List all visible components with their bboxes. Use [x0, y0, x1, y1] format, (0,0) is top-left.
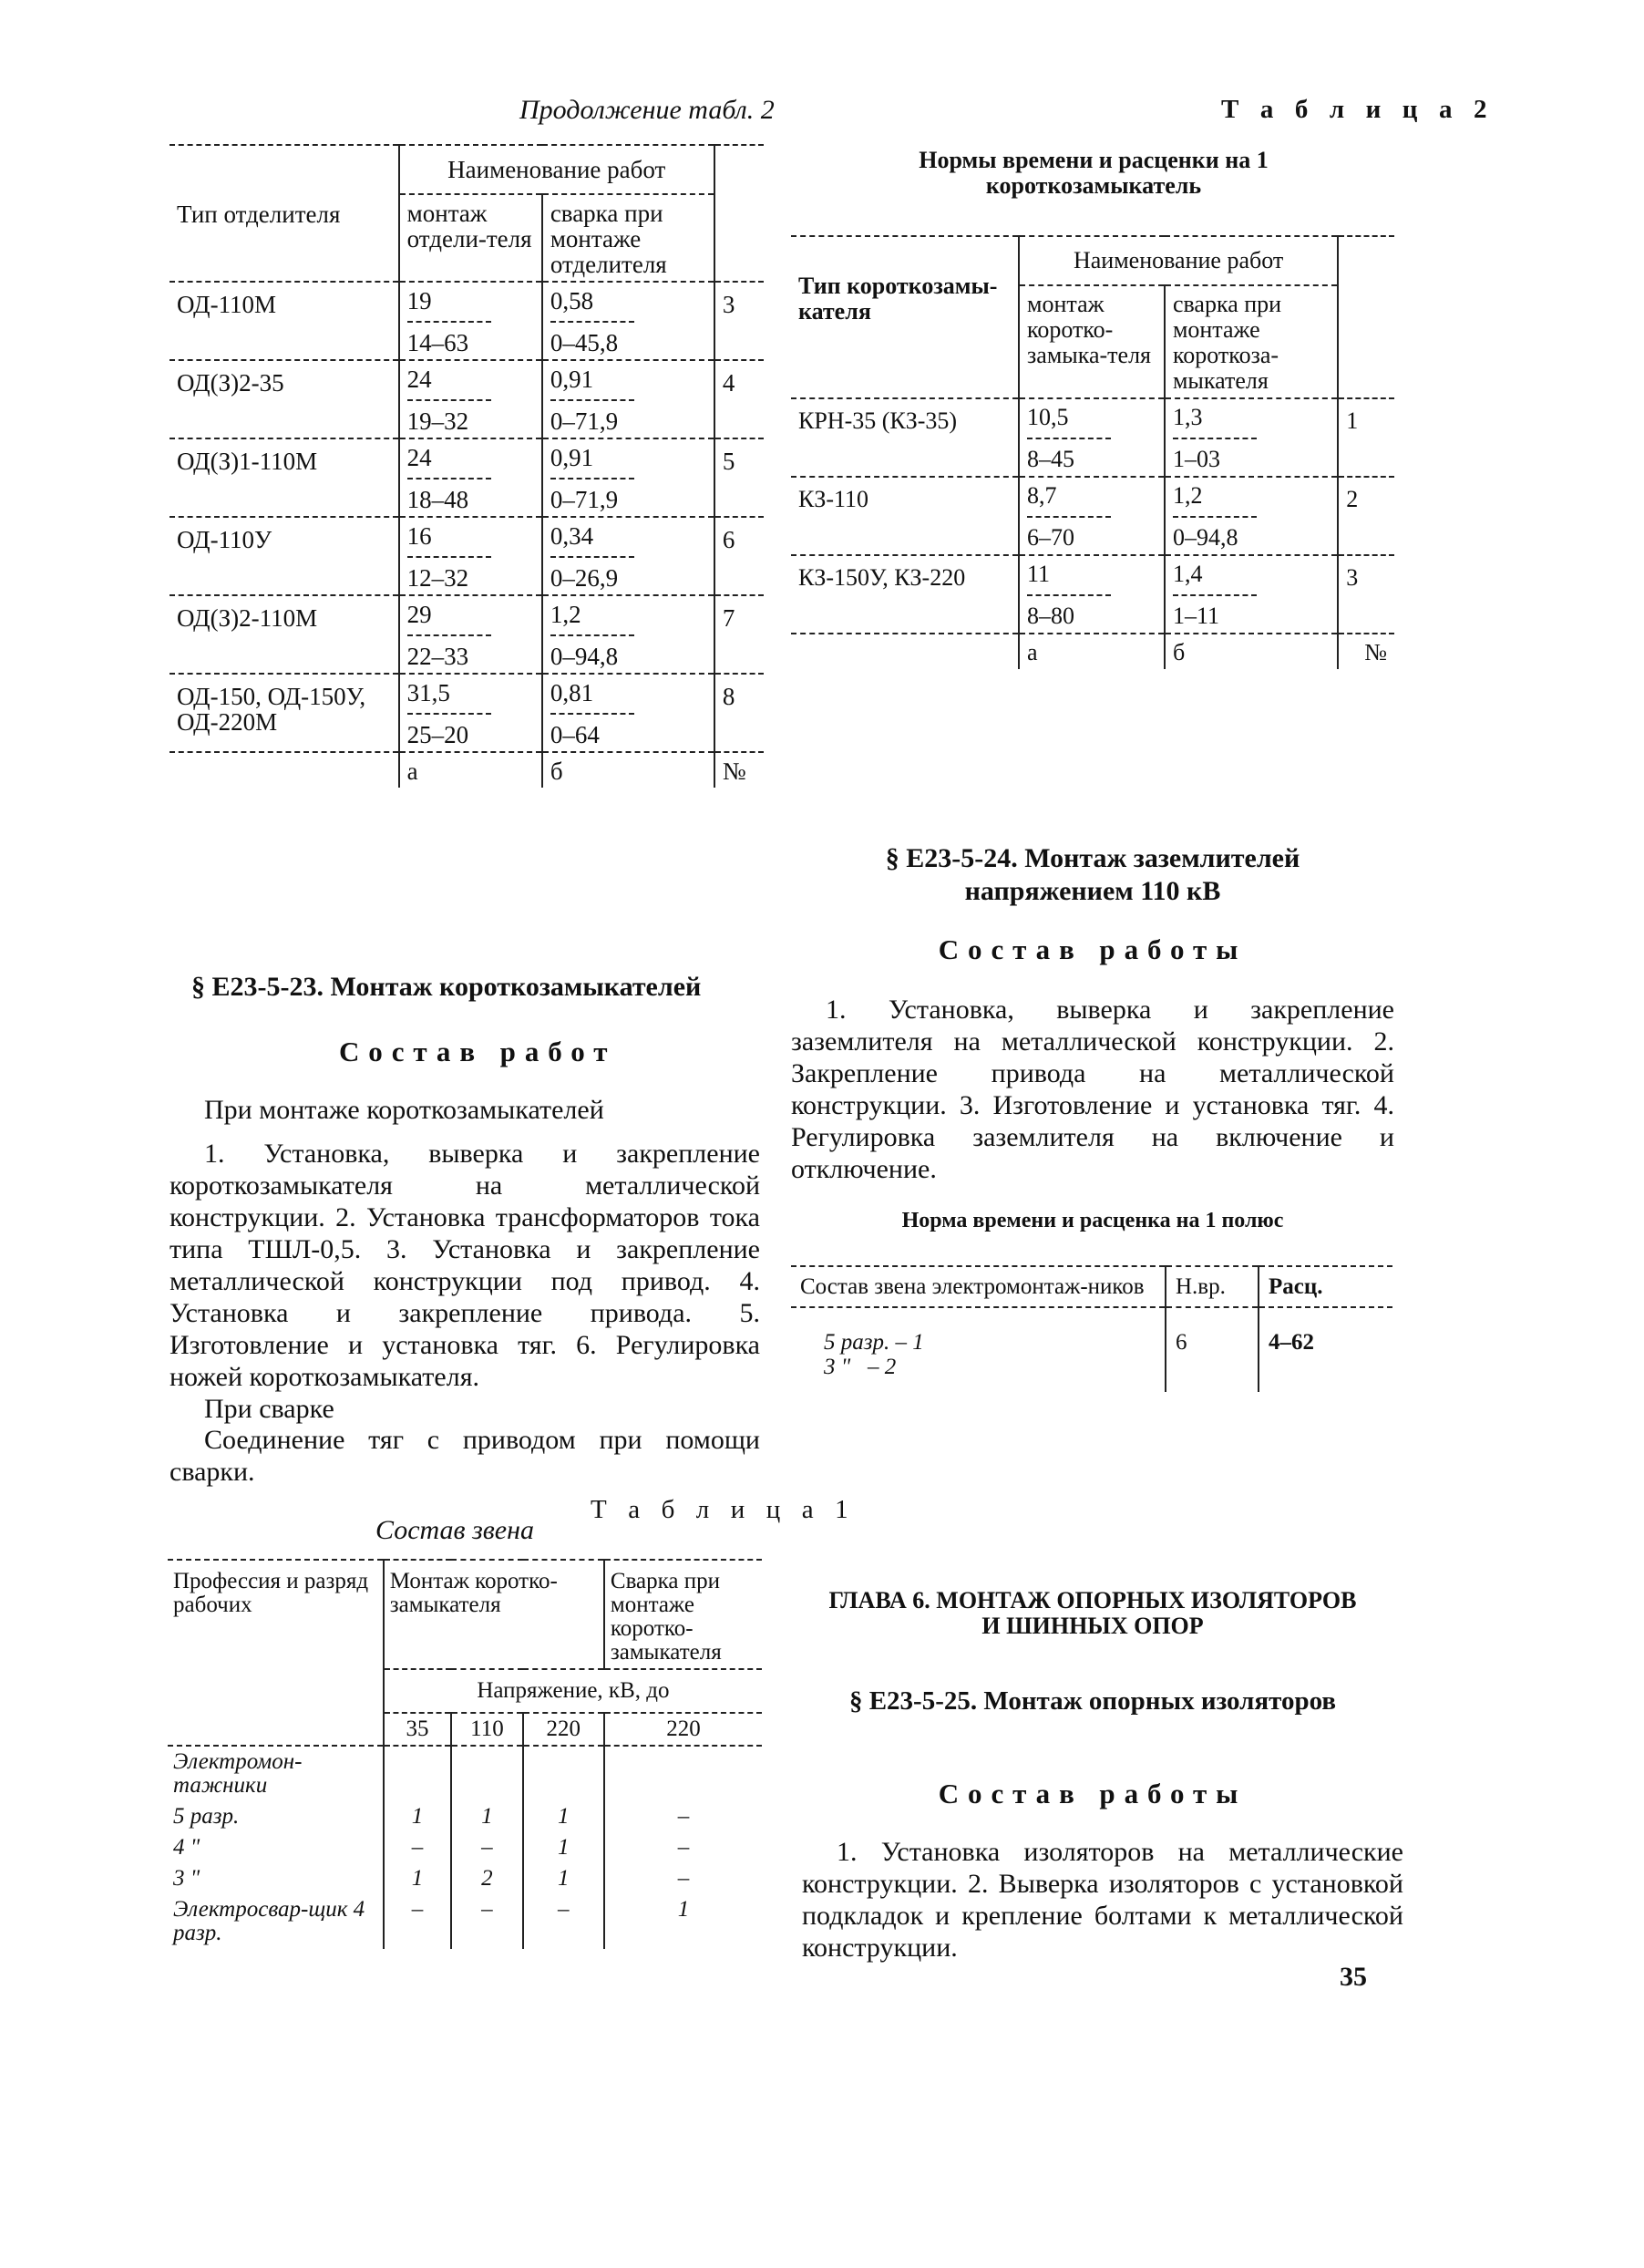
t2-denominator: 8–45 — [1027, 446, 1075, 472]
t2-col-number — [1338, 236, 1394, 398]
section-23-text: 1. Установка, выверка и закрепление короткозамыкателя на металлической конструкции. 2. Установка трансформаторов тока типа ТШЛ-0,5. 3. Установка и закрепление металлической конструкции под привод. 4. Установка и закрепление привода. 5. Изготовление и установка тяг. 6. Регулировка ножей короткозамыкателя. — [170, 1139, 760, 1392]
norm-col-crew: Состав звена электромонтаж-ников — [791, 1266, 1166, 1307]
t2-cell-b — [1165, 398, 1338, 477]
table2-title: Нормы времени и расценки на 1 короткозамыкатель — [919, 147, 1269, 199]
t2c-denominator: 0–45,8 — [550, 329, 619, 356]
t2c-numerator: 0,91 — [550, 445, 634, 479]
t1-prof: 3 " — [168, 1863, 384, 1894]
table1-label: Т а б л и ц а 1 — [591, 1495, 856, 1524]
t2-cell-b — [1165, 477, 1338, 555]
t2c-row — [170, 360, 764, 438]
t1-col-weld: Сварка при монтаже коротко-замыкателя — [604, 1560, 762, 1669]
t1-count: 2 — [451, 1863, 523, 1894]
t2c-cell-a — [399, 438, 542, 517]
norm-crew-line2: 3 " – 2 — [824, 1355, 897, 1379]
t2-numerator: 11 — [1027, 562, 1111, 596]
t2c-cell-a — [399, 595, 542, 674]
t2-footer-a: а — [1019, 634, 1165, 669]
t1-count: – — [677, 1804, 690, 1829]
t1-row — [168, 1801, 762, 1832]
t2c-numerator: 0,91 — [550, 366, 634, 401]
t2c-cell-a — [399, 517, 542, 595]
t2-cell-a — [1019, 398, 1165, 477]
t2-denominator: 8–80 — [1027, 603, 1075, 629]
table2-continuation — [170, 144, 764, 788]
t1-row — [168, 1746, 762, 1801]
t2c-numerator: 19 — [407, 288, 491, 323]
t1-voltage: Напряжение, кВ, до — [384, 1669, 762, 1713]
t2-numerator: 1,2 — [1173, 483, 1257, 518]
t2c-row — [170, 438, 764, 517]
t1-count — [523, 1746, 604, 1801]
t2c-denominator: 25–20 — [406, 721, 469, 748]
t2-col-a: монтаж коротко-замыка-теля — [1019, 285, 1165, 398]
norm-title: Норма времени и расценка на 1 полюс — [901, 1209, 1284, 1232]
t1-row — [168, 1832, 762, 1863]
section-25-title: § Е23-5-25. Монтаж опорных изоляторов — [848, 1686, 1337, 1716]
t2-type: КЗ-110 — [791, 477, 1019, 555]
t2c-numerator: 0,34 — [550, 523, 634, 558]
t2c-cell-a — [399, 360, 542, 438]
t2c-denominator: 0–71,9 — [550, 486, 619, 513]
t2c-denominator: 0–64 — [550, 721, 600, 748]
t1-count: – — [523, 1894, 604, 1949]
t2c-denominator: 0–26,9 — [550, 564, 619, 592]
norm-table — [791, 1265, 1392, 1392]
norm-crew — [791, 1307, 1166, 1392]
table2 — [791, 235, 1394, 669]
t2c-type: ОД-150, ОД-150У, ОД-220М — [170, 674, 399, 752]
t1-prof: Электромон-тажники — [168, 1746, 384, 1801]
t2c-numerator: 31,5 — [407, 680, 491, 715]
section-25-subtitle: Состав работы — [938, 1778, 1248, 1809]
t1-prof: 5 разр. — [168, 1801, 384, 1832]
section-24-title — [791, 842, 1394, 908]
col-header-works: Наименование работ — [399, 145, 714, 194]
welding-label: При сварке — [204, 1394, 334, 1424]
t2c-numerator: 24 — [407, 366, 491, 401]
norm-col-time: Н.вр. — [1166, 1266, 1259, 1307]
t1-count: – — [384, 1832, 451, 1863]
t1-v-220-weld: 220 — [604, 1713, 762, 1746]
t2c-type: ОД-110У — [170, 517, 399, 595]
t1-count — [384, 1746, 451, 1801]
t2-numerator: 1,3 — [1173, 405, 1257, 439]
t2c-cell-b — [542, 674, 714, 752]
t2-numerator: 8,7 — [1027, 483, 1111, 518]
t1-count: 1 — [384, 1863, 451, 1894]
t2c-cell-a — [399, 282, 542, 360]
t1-prof: Электросвар-щик 4 разр. — [168, 1894, 384, 1949]
t1-v-35: 35 — [384, 1713, 451, 1746]
norm-time: 6 — [1166, 1307, 1259, 1392]
t2c-cell-b — [542, 438, 714, 517]
t2c-cell-a — [399, 674, 542, 752]
t2c-denominator: 0–71,9 — [550, 407, 619, 435]
t2c-denominator: 22–33 — [406, 643, 469, 670]
t2c-row — [170, 674, 764, 752]
t2-row — [791, 398, 1394, 477]
norm-col-rate: Расц. — [1259, 1266, 1392, 1307]
t2c-type: ОД-110М — [170, 282, 399, 360]
t2c-cell-b — [542, 360, 714, 438]
col-header-type: Тип отделителя — [170, 145, 399, 282]
t2-number: 2 — [1338, 477, 1394, 555]
t1-count: – — [384, 1894, 451, 1949]
t1-count — [451, 1746, 523, 1801]
t2c-numerator: 16 — [407, 523, 491, 558]
t2-col-works: Наименование работ — [1019, 236, 1338, 285]
t2-cell-b — [1165, 555, 1338, 634]
t1-count: – — [677, 1835, 690, 1860]
t2c-number: 4 — [714, 360, 764, 438]
footer-empty — [170, 752, 399, 788]
page-number: 35 — [1340, 1962, 1367, 1992]
t2c-number: 7 — [714, 595, 764, 674]
t1-count: 1 — [523, 1801, 604, 1832]
welding-text: Соединение тяг с приводом при помощи сварки. — [170, 1425, 760, 1487]
col-header-b: сварка при монтаже отделителя — [542, 194, 714, 282]
t1-count: 1 — [451, 1801, 523, 1832]
t2c-cell-b — [542, 595, 714, 674]
t2c-number: 3 — [714, 282, 764, 360]
t2c-numerator: 0,81 — [550, 680, 634, 715]
section-24-text: 1. Установка, выверка и закрепление заземлителя на металлической конструкции. 2. Закрепление привода на металлической конструкции. 3. Изготовление и установка тяг. 4. Регулировка заземлителя на включение и отключение. — [791, 995, 1394, 1184]
norm-crew-line1: 5 разр. – 1 — [824, 1330, 924, 1355]
t2c-denominator: 19–32 — [406, 407, 469, 435]
chapter-6-line2: И ШИННЫХ ОПОР — [981, 1613, 1204, 1639]
footer-number: № — [714, 752, 764, 788]
t2c-denominator: 12–32 — [406, 564, 469, 592]
table1 — [168, 1559, 762, 1949]
t2c-cell-b — [542, 282, 714, 360]
footer-b: б — [542, 752, 714, 788]
t1-col-prof: Профессия и разряд рабочих — [168, 1560, 384, 1746]
t2c-cell-b — [542, 517, 714, 595]
t1-count: 1 — [677, 1897, 690, 1922]
t2-number: 3 — [1338, 555, 1394, 634]
t2-col-b: сварка при монтаже короткоза-мыкателя — [1165, 285, 1338, 398]
t2-col-type: Тип короткозамы-кателя — [791, 236, 1019, 398]
t2c-denominator: 14–63 — [406, 329, 469, 356]
section-23-subtitle: Состав работ — [339, 1036, 617, 1067]
footer-a: а — [399, 752, 542, 788]
t1-v-110: 110 — [451, 1713, 523, 1746]
chapter-6-line1: ГЛАВА 6. МОНТАЖ ОПОРНЫХ ИЗОЛЯТОРОВ — [828, 1587, 1357, 1613]
t2c-type: ОД(З)2-110М — [170, 595, 399, 674]
t2-cell-a — [1019, 555, 1165, 634]
t2-cell-a — [1019, 477, 1165, 555]
section-24-subtitle: Состав работы — [938, 933, 1248, 965]
t1-count: 1 — [523, 1832, 604, 1863]
t2-numerator: 1,4 — [1173, 562, 1257, 596]
t2-footer-number: № — [1338, 634, 1394, 669]
t1-count: – — [451, 1832, 523, 1863]
table2-label: Т а б л и ц а 2 — [1221, 95, 1495, 124]
chapter-6-heading — [791, 1588, 1394, 1639]
t1-count: 1 — [384, 1801, 451, 1832]
t2c-row — [170, 595, 764, 674]
t2c-type: ОД(З)1-110М — [170, 438, 399, 517]
t2c-numerator: 1,2 — [550, 602, 634, 636]
section-24-title-line1: § Е23-5-24. Монтаж заземлителей — [885, 843, 1300, 873]
t2-row — [791, 477, 1394, 555]
continuation-label: Продолжение табл. 2 — [519, 95, 775, 125]
t2-number: 1 — [1338, 398, 1394, 477]
t2-type: КРН-35 (КЗ-35) — [791, 398, 1019, 477]
t2-denominator: 0–94,8 — [1172, 524, 1238, 551]
section-23-title: § Е23-5-23. Монтаж короткозамыкателей — [191, 972, 702, 1002]
table1-caption: Состав звена — [375, 1515, 535, 1545]
t1-count — [604, 1746, 762, 1801]
t1-prof: 4 " — [168, 1832, 384, 1863]
t2c-denominator: 18–48 — [406, 486, 469, 513]
col-header-number — [714, 145, 764, 282]
t2c-type: ОД(З)2-35 — [170, 360, 399, 438]
t2-denominator: 6–70 — [1027, 524, 1075, 551]
norm-rate: 4–62 — [1269, 1330, 1314, 1355]
t1-row — [168, 1894, 762, 1949]
col-header-a: монтаж отдели-теля — [399, 194, 542, 282]
t2c-denominator: 0–94,8 — [550, 643, 619, 670]
t1-row — [168, 1863, 762, 1894]
t2-footer-empty — [791, 634, 1019, 669]
t2c-row — [170, 282, 764, 360]
t1-count: – — [677, 1866, 690, 1891]
t2-numerator: 10,5 — [1027, 405, 1111, 439]
t2-footer-b: б — [1165, 634, 1338, 669]
t1-count: 1 — [523, 1863, 604, 1894]
t2-denominator: 1–03 — [1172, 446, 1220, 472]
t1-v-220: 220 — [523, 1713, 604, 1746]
t2c-numerator: 29 — [407, 602, 491, 636]
t2-type: КЗ-150У, КЗ-220 — [791, 555, 1019, 634]
t1-col-mount: Монтаж коротко-замыкателя — [384, 1560, 604, 1669]
t2c-row — [170, 517, 764, 595]
t2c-number: 5 — [714, 438, 764, 517]
t2c-numerator: 0,58 — [550, 288, 634, 323]
t2-row — [791, 555, 1394, 634]
section-24-title-line2: напряжением 110 кВ — [964, 876, 1221, 906]
section-25-text: 1. Установка изоляторов на металлические конструкции. 2. Выверка изоляторов с установкой подкладок и крепление болтами к металлической конструкции. — [802, 1837, 1403, 1963]
t2c-numerator: 24 — [407, 445, 491, 479]
t2c-number: 8 — [714, 674, 764, 752]
section-23-intro: При монтаже короткозамыкателей — [204, 1095, 604, 1125]
t1-count: – — [451, 1894, 523, 1949]
t2-denominator: 1–11 — [1172, 603, 1219, 629]
t2c-number: 6 — [714, 517, 764, 595]
